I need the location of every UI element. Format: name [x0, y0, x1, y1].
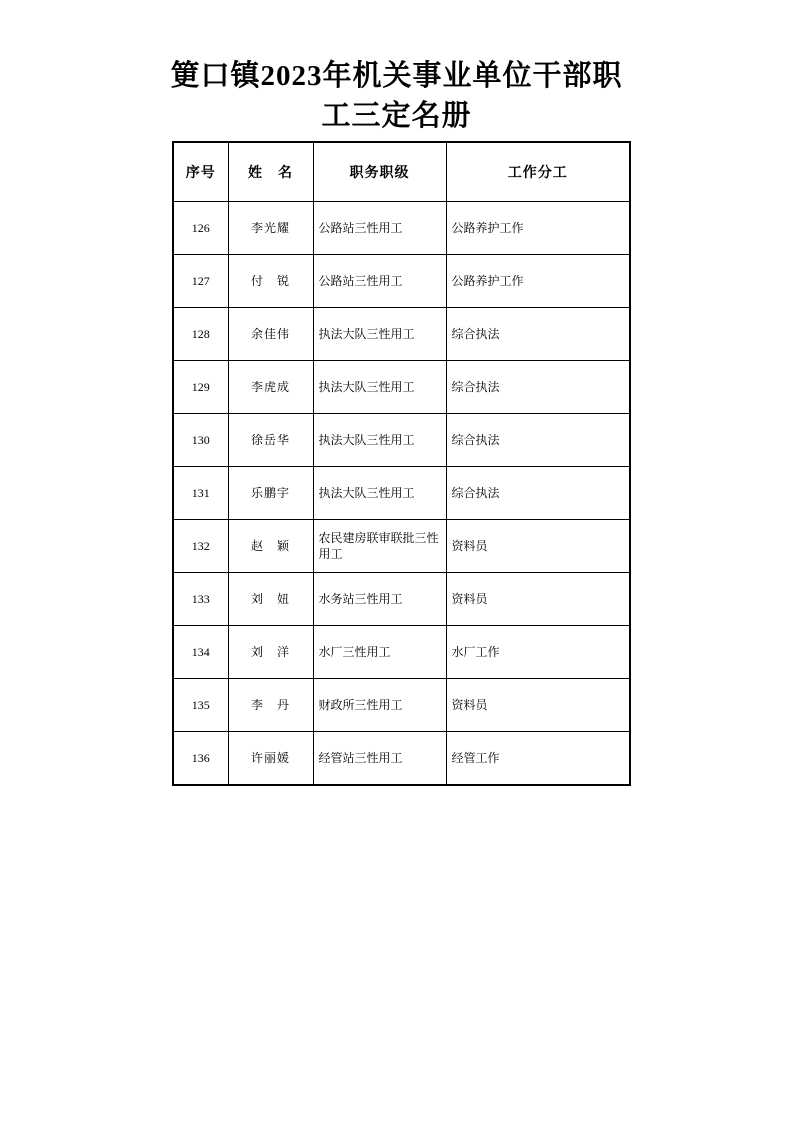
row-number-cell: 131 — [173, 467, 228, 520]
name-cell: 余佳伟 — [228, 308, 313, 361]
name-cell: 赵 颖 — [228, 520, 313, 573]
table-row — [173, 520, 630, 573]
document-title-line2: 工三定名册 — [321, 100, 472, 132]
row-number-cell: 129 — [173, 361, 228, 414]
duty-cell: 公路养护工作 — [446, 255, 630, 308]
duty-cell: 公路养护工作 — [446, 202, 630, 255]
duty-cell: 经管工作 — [446, 732, 630, 786]
table-row — [173, 361, 630, 414]
table-row — [173, 679, 630, 732]
column-header-duty: 工作分工 — [446, 142, 630, 202]
position-cell: 经管站三性用工 — [313, 732, 446, 786]
name-cell: 徐岳华 — [228, 414, 313, 467]
duty-cell: 综合执法 — [446, 467, 630, 520]
row-number-cell: 128 — [173, 308, 228, 361]
table-row — [173, 255, 630, 308]
header-row — [173, 142, 630, 202]
name-cell: 乐鹏宇 — [228, 467, 313, 520]
table-row — [173, 414, 630, 467]
name-cell: 刘 洋 — [228, 626, 313, 679]
table-row — [173, 732, 630, 786]
row-number-cell: 133 — [173, 573, 228, 626]
position-cell: 水务站三性用工 — [313, 573, 446, 626]
position-cell: 公路站三性用工 — [313, 255, 446, 308]
table-row — [173, 308, 630, 361]
position-cell: 水厂三性用工 — [313, 626, 446, 679]
row-number-cell: 127 — [173, 255, 228, 308]
position-cell: 执法大队三性用工 — [313, 414, 446, 467]
row-number-cell: 132 — [173, 520, 228, 573]
column-header-name: 姓 名 — [228, 142, 313, 202]
name-cell: 李 丹 — [228, 679, 313, 732]
row-number-cell: 126 — [173, 202, 228, 255]
row-number-cell: 136 — [173, 732, 228, 786]
duty-cell: 资料员 — [446, 679, 630, 732]
duty-cell: 水厂工作 — [446, 626, 630, 679]
position-cell: 公路站三性用工 — [313, 202, 446, 255]
position-cell: 财政所三性用工 — [313, 679, 446, 732]
duty-cell: 资料员 — [446, 573, 630, 626]
name-cell: 付 锐 — [228, 255, 313, 308]
row-number-cell: 134 — [173, 626, 228, 679]
roster-table — [172, 141, 631, 786]
name-cell: 李光耀 — [228, 202, 313, 255]
row-number-cell: 130 — [173, 414, 228, 467]
name-cell: 许丽媛 — [228, 732, 313, 786]
document-title — [157, 0, 637, 136]
roster-table-header — [173, 142, 630, 202]
duty-cell: 综合执法 — [446, 308, 630, 361]
position-cell: 执法大队三性用工 — [313, 467, 446, 520]
position-cell: 执法大队三性用工 — [313, 308, 446, 361]
position-cell: 农民建房联审联批三性用工 — [313, 520, 446, 573]
row-number-cell: 135 — [173, 679, 228, 732]
table-row — [173, 467, 630, 520]
name-cell: 刘 妞 — [228, 573, 313, 626]
duty-cell: 综合执法 — [446, 414, 630, 467]
column-header-position: 职务职级 — [313, 142, 446, 202]
table-row — [173, 626, 630, 679]
duty-cell: 综合执法 — [446, 361, 630, 414]
table-row — [173, 573, 630, 626]
column-header-number: 序号 — [173, 142, 228, 202]
document-title-line1: 筻口镇2023年机关事业单位干部职 — [170, 60, 623, 92]
position-cell: 执法大队三性用工 — [313, 361, 446, 414]
roster-table-body — [173, 202, 630, 786]
name-cell: 李虎成 — [228, 361, 313, 414]
duty-cell: 资料员 — [446, 520, 630, 573]
table-row — [173, 202, 630, 255]
